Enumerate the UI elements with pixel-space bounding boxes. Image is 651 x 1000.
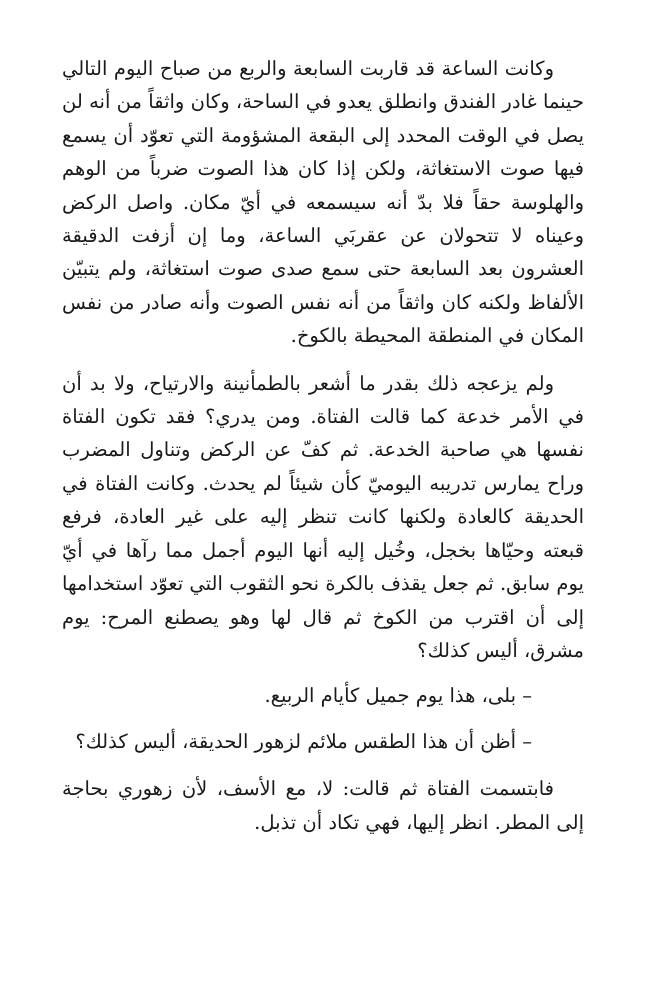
- dialogue-line-1: – بلى، هذا يوم جميل كأيام الربيع.: [264, 684, 532, 708]
- document-page: [62, 52, 584, 839]
- paragraph-girl-in-garden: ولم يزعجه ذلك بقدر ما أشعر بالطمأنينة والارتياح، ولا بد أن في الأمر خدعة كما قالت الفتاة. ومن يدري؟ فقد تكون الفتاة نفسها هي صاحبة الخدعة. ثم كفّ عن الركض وتناول المضرب وراح يمارس تدريبه اليوميّ كأن شيئاً لم يحدث. وكانت الفتاة في الحديقة كالعادة ولكنها كانت تنظر إليه على غير العادة، فرفع قبعته وحيّاها بخجل، وخُيل إليه أنها اليوم أجمل مما رآها في أيّ يوم سابق. ثم جعل يقذف بالكرة نحو الثقوب التي تعوّد استخدامها إلى أن اقترب من الكوخ ثم قال لها وهو يصطنع المرح: يوم مشرق، أليس كذلك؟: [62, 371, 584, 662]
- paragraph-girl-reply: فابتسمت الفتاة ثم قالت: لا، مع الأسف، لأن زهوري بحاجة إلى المطر. انظر إليها، فهي تكاد أن تذبل.: [62, 777, 584, 834]
- dialogue-line-2: – أظن أن هذا الطقس ملائم لزهور الحديقة، أليس كذلك؟: [75, 729, 532, 753]
- paragraph-morning-run: وكانت الساعة قد قاربت السابعة والربع من صباح اليوم التالي حينما غادر الفندق وانطلق يعدو في الساحة، وكان واثقاً من أنه لن يصل في الوقت المحدد إلى البقعة المشؤومة التي تعوّد أن يسمع فيها صوت الاستغاثة، ولكن إذا كان هذا الصوت ضرباً من الوهم والهلوسة حقاً فلا بدّ أنه سيسمعه في أيّ مكان. واصل الركض وعيناه لا تتحولان عن عقربَي الساعة، وما إن أزفت الدقيقة العشرون بعد السابعة حتى سمع صدى صوت استغاثة، ولم يتبيّن الألفاظ ولكنه كان واثقاً من أنه نفس الصوت وأنه صادر من نفس المكان في المنطقة المحيطة بالكوخ.: [62, 57, 584, 348]
